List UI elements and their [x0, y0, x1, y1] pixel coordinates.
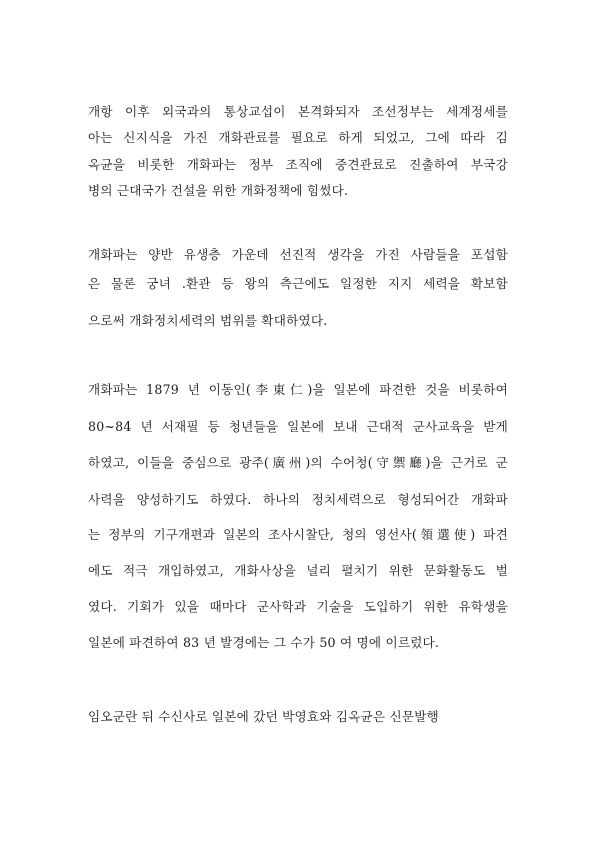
- text-line: 일본에 파견하여 83 년 발경에는 그 수가 50 여 명에 이르렀다.: [88, 635, 440, 650]
- text-line: 으로써 개화정치세력의 범위를 확대하였다.: [88, 313, 328, 328]
- text-line: 80~84 년 서재필 등 청년들을 일본에 보내 근대적 군사교육을 받게: [88, 419, 508, 434]
- text-line: 병의 근대국가 건설을 위한 개화정책에 힘썼다.: [88, 183, 349, 198]
- text-line: 하였고, 이들을 중심으로 광주(廣州)의 수어청(守禦廳)을 근거로 군: [88, 455, 508, 470]
- text-line: 개화파는 양반 유생층 가운데 선진적 생각을 가진 사람들을 포섭함: [88, 247, 508, 262]
- text-line: 였다. 기회가 있을 때마다 군사학과 기술을 도입하기 위한 유학생을: [88, 599, 508, 614]
- text-line: 사력을 양성하기도 하였다. 하나의 정치세력으로 형성되어간 개화파: [88, 492, 508, 507]
- text-line: 에도 적극 개입하였고, 개화사상을 널리 펼치기 위한 문화활동도 벌: [88, 563, 508, 578]
- text-line: 개항 이후 외국과의 통상교섭이 본격화되자 조선정부는 세계정세를: [88, 104, 508, 119]
- text-line: 임오군란 뒤 수신사로 일본에 갔던 박영효와 김옥균은 신문발행: [88, 709, 439, 724]
- text-line: 아는 신지식을 가진 개화관료를 필요로 하게 되었고, 그에 따라 김: [88, 130, 508, 145]
- text-line: 옥균을 비롯한 개화파는 정부 조직에 중견관료로 진출하여 부국강: [88, 157, 508, 172]
- text-line: 는 정부의 기구개편과 일본의 조사시찰단, 청의 영선사(領選使) 파견: [88, 527, 508, 542]
- text-line: 개화파는 1879 년 이동인(李東仁)을 일본에 파견한 것을 비롯하여: [88, 382, 508, 397]
- text-line: 은 물론 궁녀 .환관 등 왕의 측근에도 일정한 지지 세력을 확보함: [88, 276, 508, 291]
